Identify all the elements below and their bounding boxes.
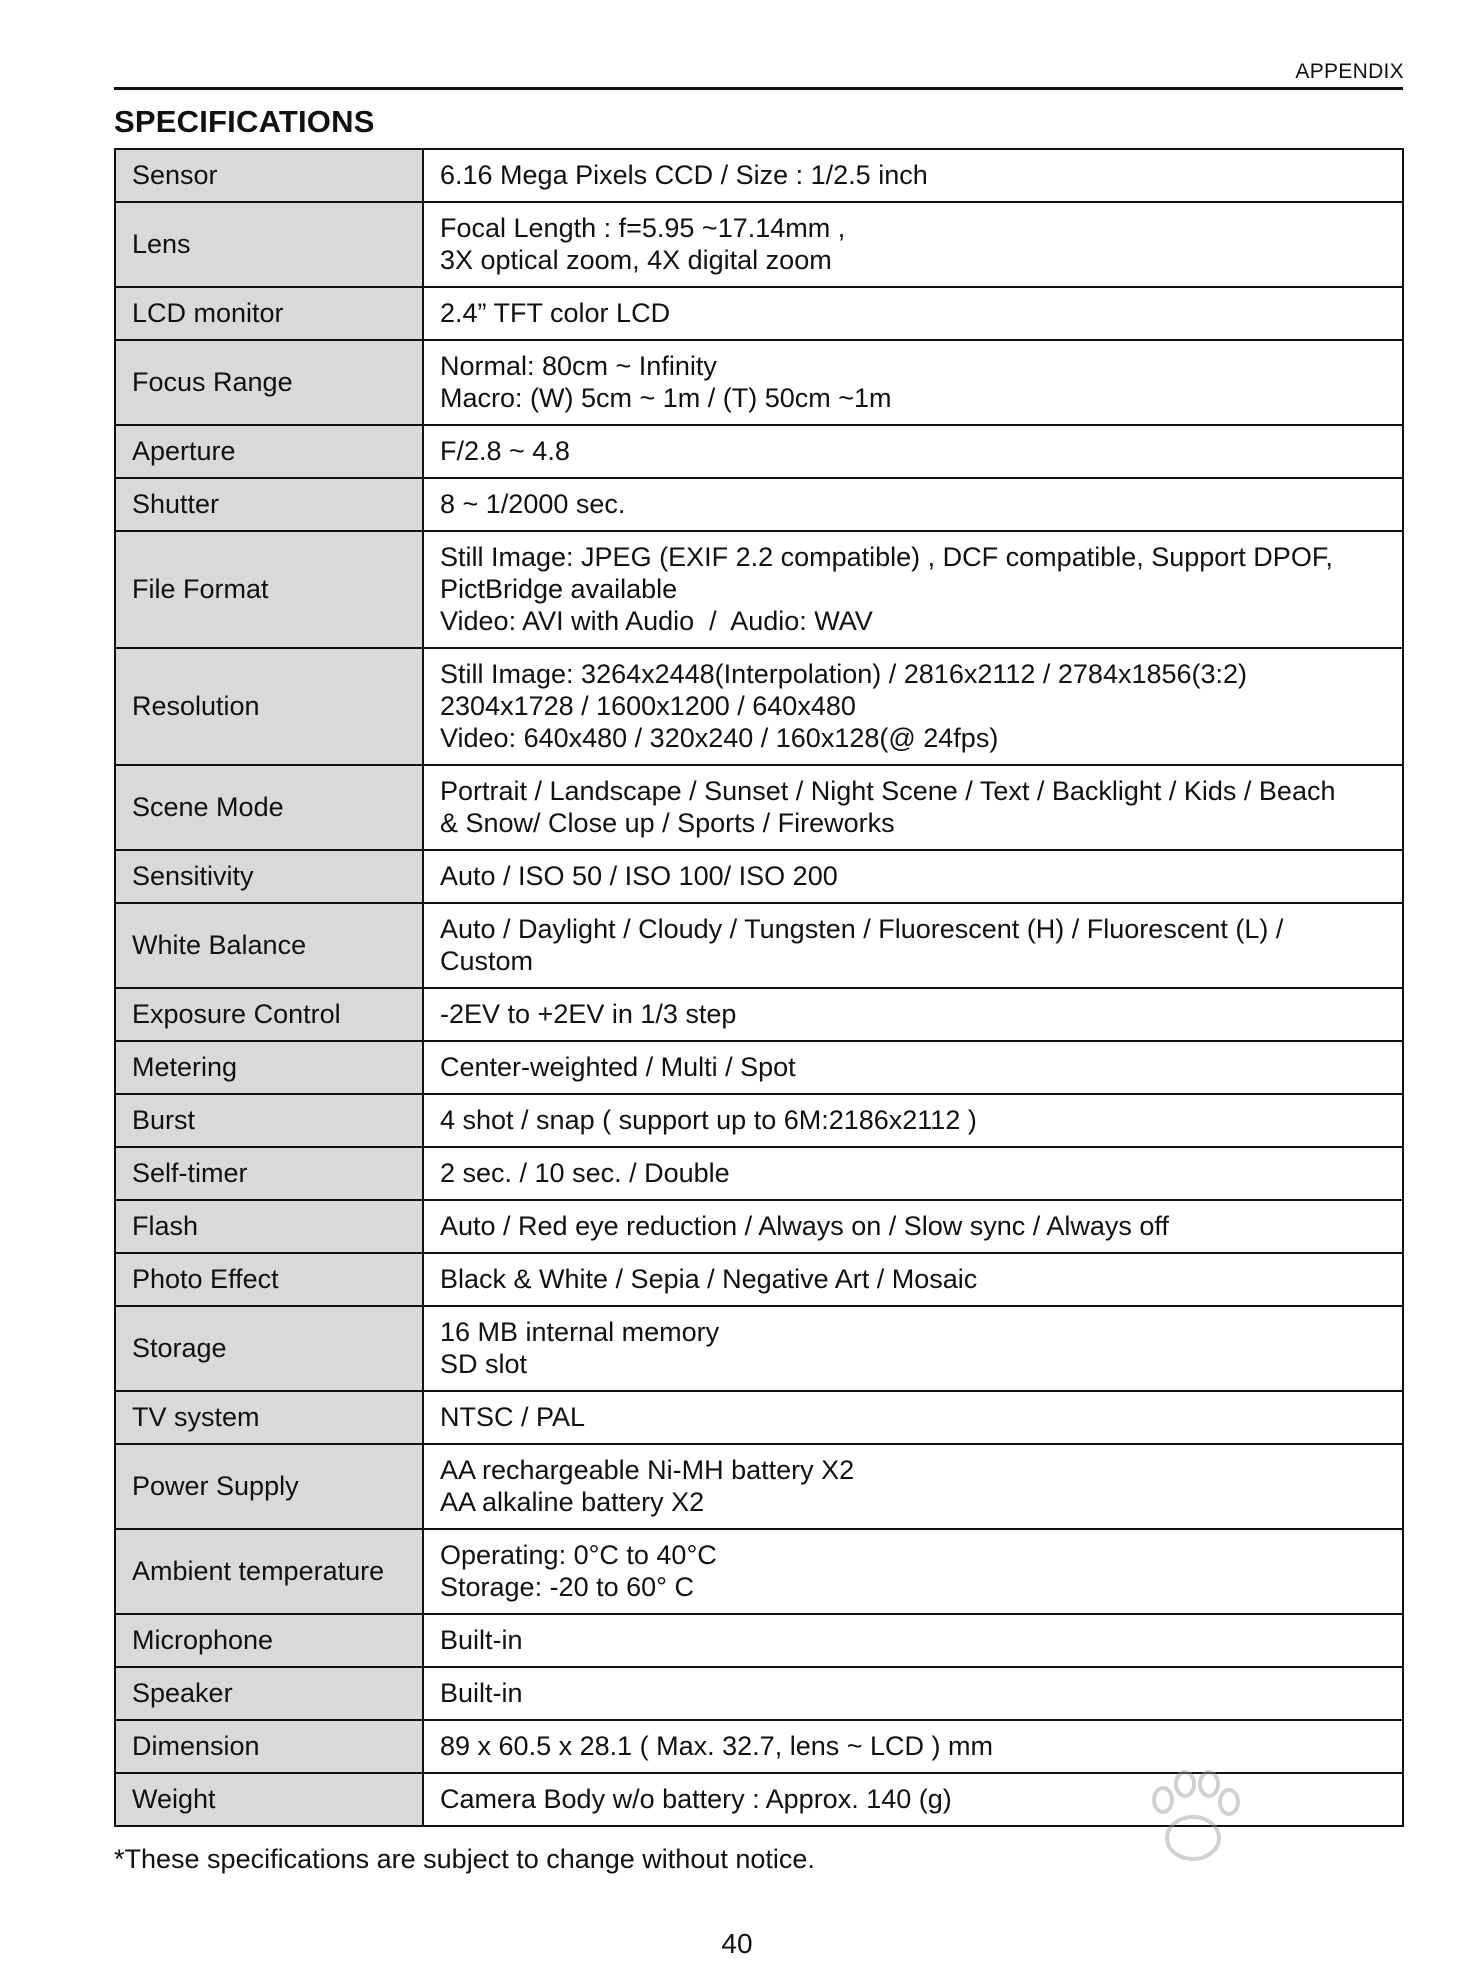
paw-toe-icon (1154, 1788, 1172, 1812)
spec-row (115, 765, 1403, 850)
spec-value (423, 1094, 1403, 1147)
spec-label: Aperture (115, 425, 423, 478)
spec-value-line: 2.4” TFT color LCD (440, 298, 671, 328)
spec-value (423, 287, 1403, 340)
specifications-table (114, 148, 1404, 1827)
spec-value-line: SD slot (440, 1349, 528, 1379)
spec-label: TV system (115, 1391, 423, 1444)
spec-value-line: Built-in (440, 1625, 523, 1655)
spec-value-line: 16 MB internal memory (440, 1317, 720, 1347)
spec-value (423, 1444, 1403, 1529)
spec-row (115, 1614, 1403, 1667)
spec-value-line: NTSC / PAL (440, 1402, 586, 1432)
spec-value-line: & Snow/ Close up / Sports / Fireworks (440, 808, 895, 838)
spec-value-line: Operating: 0°C to 40°C (440, 1540, 717, 1570)
spec-label: LCD monitor (115, 287, 423, 340)
spec-value (423, 1667, 1403, 1720)
spec-label: Lens (115, 202, 423, 287)
spec-value (423, 648, 1403, 765)
spec-row (115, 1147, 1403, 1200)
spec-value-line: 8 ~ 1/2000 sec. (440, 489, 626, 519)
spec-label: White Balance (115, 903, 423, 988)
spec-value-line: Normal: 80cm ~ Infinity (440, 351, 717, 381)
spec-value-line: 3X optical zoom, 4X digital zoom (440, 245, 832, 275)
spec-row (115, 287, 1403, 340)
spec-value-line: Auto / Red eye reduction / Always on / Slow sync / Always off (440, 1211, 1169, 1241)
spec-label: Photo Effect (115, 1253, 423, 1306)
spec-row (115, 648, 1403, 765)
spec-label: Burst (115, 1094, 423, 1147)
baidu-watermark-logo (1035, 1760, 1415, 1960)
spec-value (423, 1614, 1403, 1667)
paw-toe-icon (1200, 1772, 1218, 1796)
spec-row (115, 1667, 1403, 1720)
spec-row (115, 1200, 1403, 1253)
spec-value-line: Still Image: JPEG (EXIF 2.2 compatible) , DCF compatible, Support DPOF, (440, 542, 1333, 572)
spec-value-line: Macro: (W) 5cm ~ 1m / (T) 50cm ~1m (440, 383, 892, 413)
spec-label: Sensor (115, 149, 423, 202)
spec-row (115, 340, 1403, 425)
spec-label: Weight (115, 1773, 423, 1826)
spec-label: Storage (115, 1306, 423, 1391)
section-label: APPENDIX (1295, 60, 1404, 83)
spec-row (115, 478, 1403, 531)
spec-value-line: Video: AVI with Audio / Audio: WAV (440, 606, 873, 636)
spec-row (115, 425, 1403, 478)
spec-row (115, 202, 1403, 287)
spec-value-line: Auto / ISO 50 / ISO 100/ ISO 200 (440, 861, 838, 891)
spec-label: Ambient temperature (115, 1529, 423, 1614)
spec-value-line: PictBridge available (440, 574, 678, 604)
spec-label: Power Supply (115, 1444, 423, 1529)
spec-value (423, 1147, 1403, 1200)
spec-row (115, 1306, 1403, 1391)
spec-value (423, 1200, 1403, 1253)
spec-label: Sensitivity (115, 850, 423, 903)
spec-value (423, 988, 1403, 1041)
spec-label: Exposure Control (115, 988, 423, 1041)
spec-label: Speaker (115, 1667, 423, 1720)
spec-row (115, 1391, 1403, 1444)
spec-value (423, 202, 1403, 287)
spec-value (423, 1253, 1403, 1306)
spec-value-line: 2304x1728 / 1600x1200 / 640x480 (440, 691, 856, 721)
spec-value (423, 531, 1403, 648)
spec-row (115, 149, 1403, 202)
paw-toe-icon (1220, 1790, 1238, 1814)
spec-value-line: F/2.8 ~ 4.8 (440, 436, 570, 466)
spec-value (423, 903, 1403, 988)
paw-pad-icon (1167, 1817, 1219, 1859)
header-rule (114, 87, 1403, 90)
spec-value (423, 1529, 1403, 1614)
page-number: 40 (721, 1928, 753, 1959)
spec-row (115, 1041, 1403, 1094)
page-title: SPECIFICATIONS (114, 104, 375, 139)
spec-row (115, 850, 1403, 903)
spec-value-line: 4 shot / snap ( support up to 6M:2186x2112 ) (440, 1105, 977, 1135)
spec-label: Metering (115, 1041, 423, 1094)
paw-toe-icon (1176, 1772, 1194, 1796)
footnote: *These specifications are subject to change without notice. (114, 1844, 815, 1874)
spec-value-line: Focal Length : f=5.95 ~17.14mm , (440, 213, 846, 243)
spec-value-line: Camera Body w/o battery : Approx. 140 (g) (440, 1784, 952, 1814)
spec-value-line: -2EV to +2EV in 1/3 step (440, 999, 737, 1029)
spec-row (115, 1253, 1403, 1306)
spec-value (423, 425, 1403, 478)
spec-value-line: Center-weighted / Multi / Spot (440, 1052, 796, 1082)
spec-label: Scene Mode (115, 765, 423, 850)
spec-value (423, 1391, 1403, 1444)
spec-value-line: Built-in (440, 1678, 523, 1708)
spec-value (423, 850, 1403, 903)
spec-value-line: Storage: -20 to 60° C (440, 1572, 694, 1602)
spec-row (115, 531, 1403, 648)
spec-value-line: AA alkaline battery X2 (440, 1487, 705, 1517)
spec-value-line: Portrait / Landscape / Sunset / Night Scene / Text / Backlight / Kids / Beach (440, 776, 1336, 806)
spec-row (115, 1444, 1403, 1529)
spec-value-line: 6.16 Mega Pixels CCD / Size : 1/2.5 inch (440, 160, 928, 190)
spec-row (115, 903, 1403, 988)
spec-value-line: Video: 640x480 / 320x240 / 160x128(@ 24fps) (440, 723, 999, 753)
spec-value (423, 478, 1403, 531)
spec-value (423, 149, 1403, 202)
spec-label: Microphone (115, 1614, 423, 1667)
spec-label: Dimension (115, 1720, 423, 1773)
spec-value-line: AA rechargeable Ni-MH battery X2 (440, 1455, 855, 1485)
spec-label: Shutter (115, 478, 423, 531)
spec-value-line: Black & White / Sepia / Negative Art / Mosaic (440, 1264, 978, 1294)
spec-value-line: 89 x 60.5 x 28.1 ( Max. 32.7, lens ~ LCD ) mm (440, 1731, 993, 1761)
spec-label: Self-timer (115, 1147, 423, 1200)
spec-value (423, 1306, 1403, 1391)
spec-label: Flash (115, 1200, 423, 1253)
spec-label: Focus Range (115, 340, 423, 425)
spec-value (423, 1041, 1403, 1094)
spec-value-line: Custom (440, 946, 534, 976)
spec-row (115, 1094, 1403, 1147)
spec-value-line: Auto / Daylight / Cloudy / Tungsten / Fluorescent (H) / Fluorescent (L) / (440, 914, 1284, 944)
spec-row (115, 988, 1403, 1041)
spec-label: Resolution (115, 648, 423, 765)
spec-row (115, 1529, 1403, 1614)
spec-value-line: Still Image: 3264x2448(Interpolation) / 2816x2112 / 2784x1856(3:2) (440, 659, 1248, 689)
spec-value (423, 765, 1403, 850)
spec-value (423, 340, 1403, 425)
spec-label: File Format (115, 531, 423, 648)
spec-value-line: 2 sec. / 10 sec. / Double (440, 1158, 730, 1188)
